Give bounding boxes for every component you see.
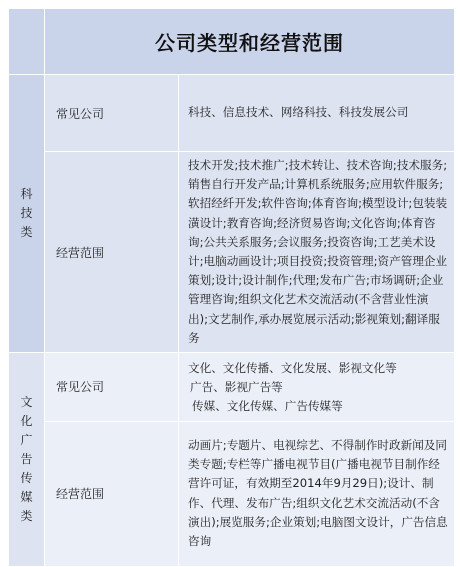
media-common-line: 广告、影视广告等 bbox=[190, 380, 283, 395]
category-char: 传 bbox=[20, 470, 33, 485]
category-char: 文 bbox=[20, 394, 33, 409]
media-common-line: 传媒、文化传媒、广告传媒等 bbox=[192, 399, 343, 414]
category-media bbox=[9, 353, 45, 567]
media-scope-row bbox=[9, 421, 455, 566]
media-scope-value: 动画片;专题片、电视综艺、不得制作时政新闻及同类专题;专栏等广播电视节目(广播电视节目制作经营许可证，有效期至2014年9月29日);设计、制作、代理、发布广告;组织文化艺术交流活动(不含演出);展览服务;企业策划;电脑图文设计，广告信息咨询 bbox=[179, 421, 455, 566]
media-scope-label: 经营范围 bbox=[45, 421, 179, 566]
media-common-value bbox=[179, 353, 455, 422]
category-char: 媒 bbox=[20, 489, 33, 504]
category-char: 广 bbox=[20, 432, 33, 447]
category-char: 技 bbox=[20, 206, 33, 221]
tech-scope-value: 技术开发;技术推广;技术转让、技术咨询;技术服务;销售自行开发产品;计算机系统服务;应用软件服务;软招经纤开发;软件咨询;体育咨询;模型设计;包装装潢设计;教育咨询;经济贸易咨询;文化咨询;体育咨询;公共关系服务;会议服务;投资咨询;工艺美术设计;电脑动画设计;项目投资;投资管理;资产管理企业策划;设计;设计制作;代理;发布广告;市场调研;企业管理咨询;组织文化艺术交流活动(不含营业性演出);文艺制作,承办展览展示活动;影视策划;翻译服务 bbox=[179, 152, 455, 353]
tech-common-label: 常见公司 bbox=[45, 75, 179, 152]
category-char: 科 bbox=[20, 187, 33, 202]
media-common-label: 常见公司 bbox=[45, 353, 179, 422]
company-type-table bbox=[8, 8, 455, 567]
category-char: 化 bbox=[20, 413, 33, 428]
title-row bbox=[9, 9, 455, 75]
tech-common-row bbox=[9, 75, 455, 152]
category-char: 告 bbox=[20, 451, 33, 466]
tech-scope-label: 经营范围 bbox=[45, 152, 179, 353]
table-title: 公司类型和经营范围 bbox=[45, 9, 455, 75]
tech-scope-row bbox=[9, 152, 455, 353]
media-common-line: 文化、文化传播、文化发展、影视文化等 bbox=[188, 361, 397, 376]
category-char: 类 bbox=[20, 225, 33, 240]
media-common-row bbox=[9, 353, 455, 422]
category-char: 类 bbox=[20, 508, 33, 523]
category-tech bbox=[9, 75, 45, 353]
title-corner-cell bbox=[9, 9, 45, 75]
tech-common-value: 科技、信息技术、网络科技、科技发展公司 bbox=[179, 75, 455, 152]
